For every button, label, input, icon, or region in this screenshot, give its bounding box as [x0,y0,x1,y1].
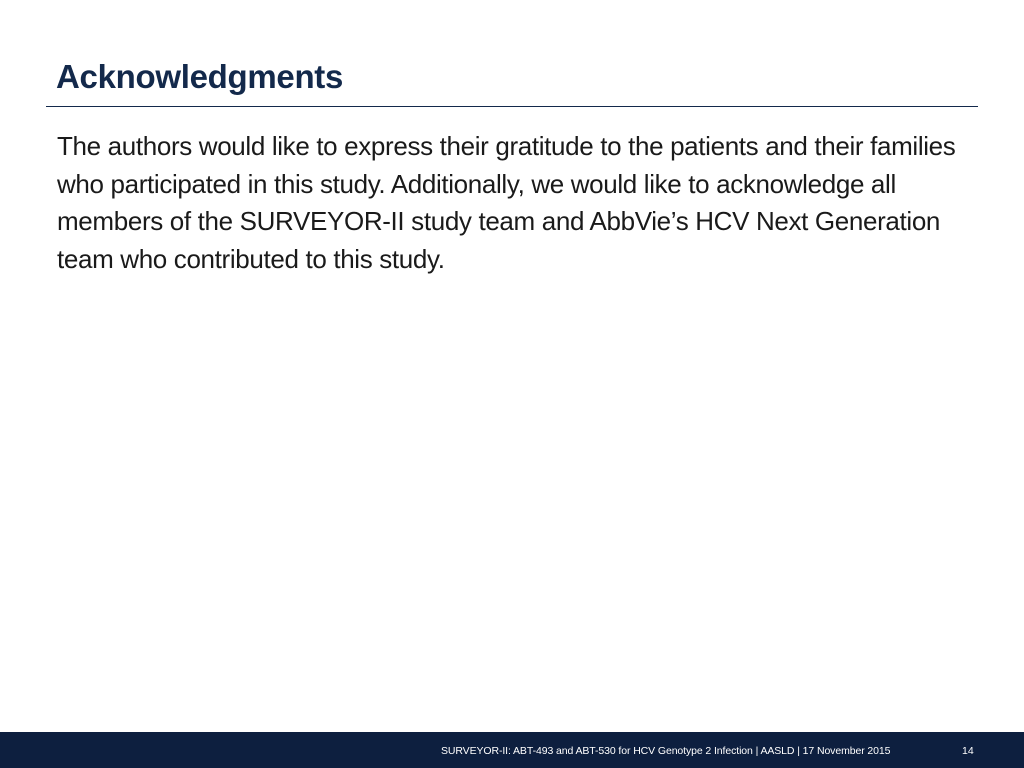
title-divider [46,106,978,107]
acknowledgment-paragraph: The authors would like to express their gratitude to the patients and their families who participated in this study. Additionally, we would like to acknowledge all members of the SURVEYOR-II study team and AbbVie’s HCV Next Generation team who contributed to this study. [57,131,956,274]
slide-title: Acknowledgments [56,58,344,95]
footer-bar [0,732,1024,768]
footer-citation: SURVEYOR-II: ABT-493 and ABT-530 for HCV Genotype 2 Infection | AASLD | 17 November 2015 [441,745,891,757]
page-number: 14 [962,745,974,757]
